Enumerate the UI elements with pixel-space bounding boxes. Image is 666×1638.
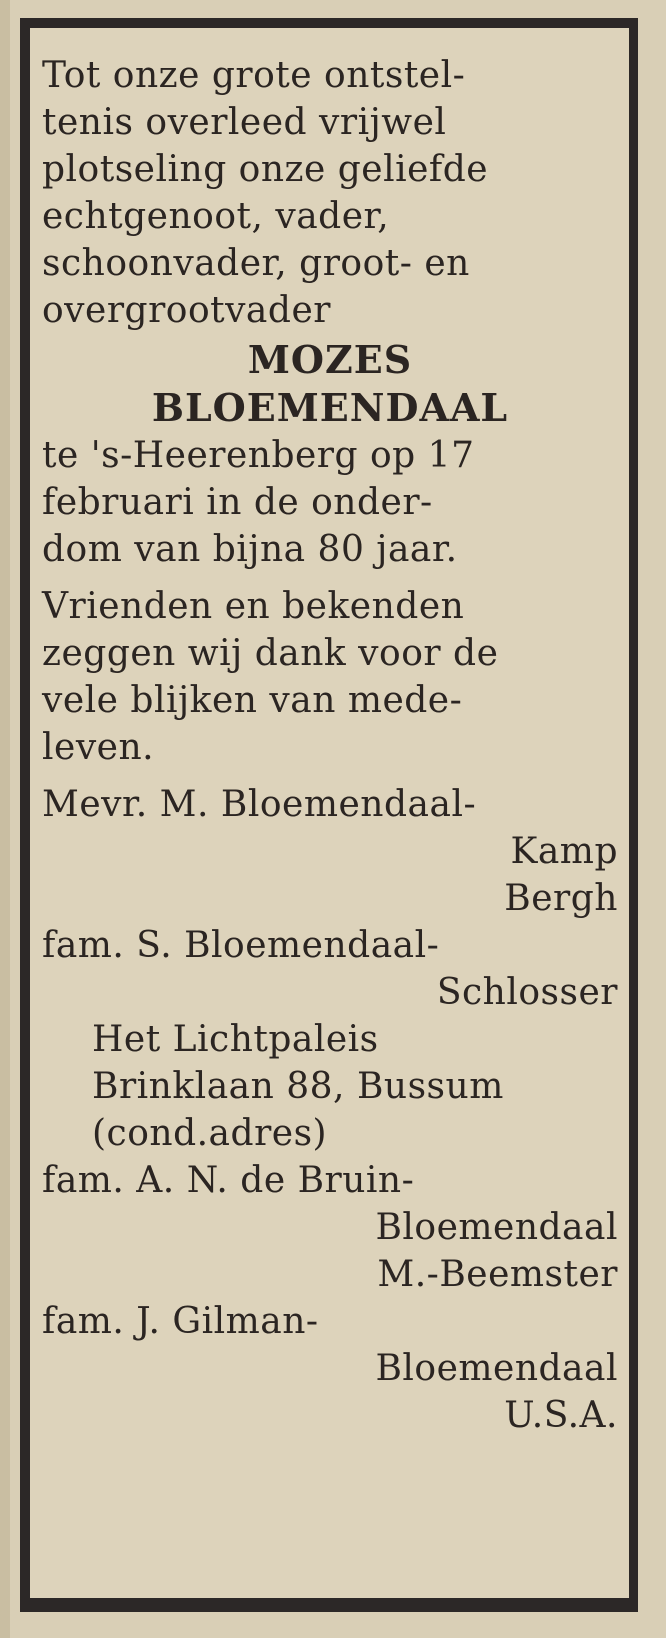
opening-line-3: plotseling onze geliefde: [42, 149, 489, 190]
opening-line-1: [42, 52, 618, 99]
thanks-paragraph: [42, 583, 618, 771]
signatory-3-name: fam. A. N. de Bruin-: [42, 1160, 415, 1201]
signatory-2: [42, 922, 618, 1157]
opening-line-2: tenis overleed vrijwel: [42, 102, 447, 143]
thanks-line-2: zeggen wij dank voor de: [42, 633, 499, 674]
signatory-2-address-1: Het Lichtpaleis: [92, 1019, 379, 1060]
deceased-name: [42, 336, 618, 432]
signatory-4: [42, 1298, 618, 1439]
signatory-2-name: fam. S. Bloemendaal-: [42, 925, 440, 966]
thanks-line-3: vele blijken van mede-: [42, 680, 463, 721]
signatory-2-address-2: Brinklaan 88, Bussum: [92, 1066, 504, 1107]
signatory-3: [42, 1157, 618, 1298]
opening-line-1-text: Tot onze grote ontstel-: [42, 55, 466, 96]
deceased-last-name: BLOEMENDAAL: [151, 385, 509, 430]
signatory-2-name-continued: Schlosser: [436, 972, 618, 1013]
details-line-3: dom van bijna 80 jaar.: [42, 529, 458, 570]
opening-line-6: overgrootvader: [42, 290, 331, 331]
signatory-4-name-continued: Bloemendaal: [375, 1348, 618, 1389]
opening-line-4: echtgenoot, vader,: [42, 196, 390, 237]
details-line-2: februari in de onder-: [42, 482, 433, 523]
details-paragraph: [42, 432, 618, 573]
opening-line-5: schoonvader, groot- en: [42, 243, 470, 284]
signatory-3-place: M.-Beemster: [377, 1254, 618, 1295]
thanks-line-1: Vrienden en bekenden: [42, 586, 465, 627]
signatory-4-place: U.S.A.: [504, 1395, 618, 1436]
signatory-1-place: Bergh: [504, 878, 618, 919]
announcement-content: [42, 52, 618, 1439]
signatory-1-name-continued: Kamp: [510, 831, 618, 872]
details-line-1: te 's-Heerenberg op 17: [42, 435, 475, 476]
signatory-3-name-continued: Bloemendaal: [375, 1207, 618, 1248]
signatory-2-address-3: (cond.adres): [92, 1113, 328, 1154]
signatory-1: [42, 781, 618, 922]
signatory-1-name: Mevr. M. Bloemendaal-: [42, 784, 477, 825]
deceased-first-name: MOZES: [247, 337, 413, 382]
opening-paragraph: [42, 52, 618, 334]
thanks-line-4: leven.: [42, 727, 155, 768]
signatory-4-name: fam. J. Gilman-: [42, 1301, 319, 1342]
paper-edge: [0, 0, 10, 1638]
